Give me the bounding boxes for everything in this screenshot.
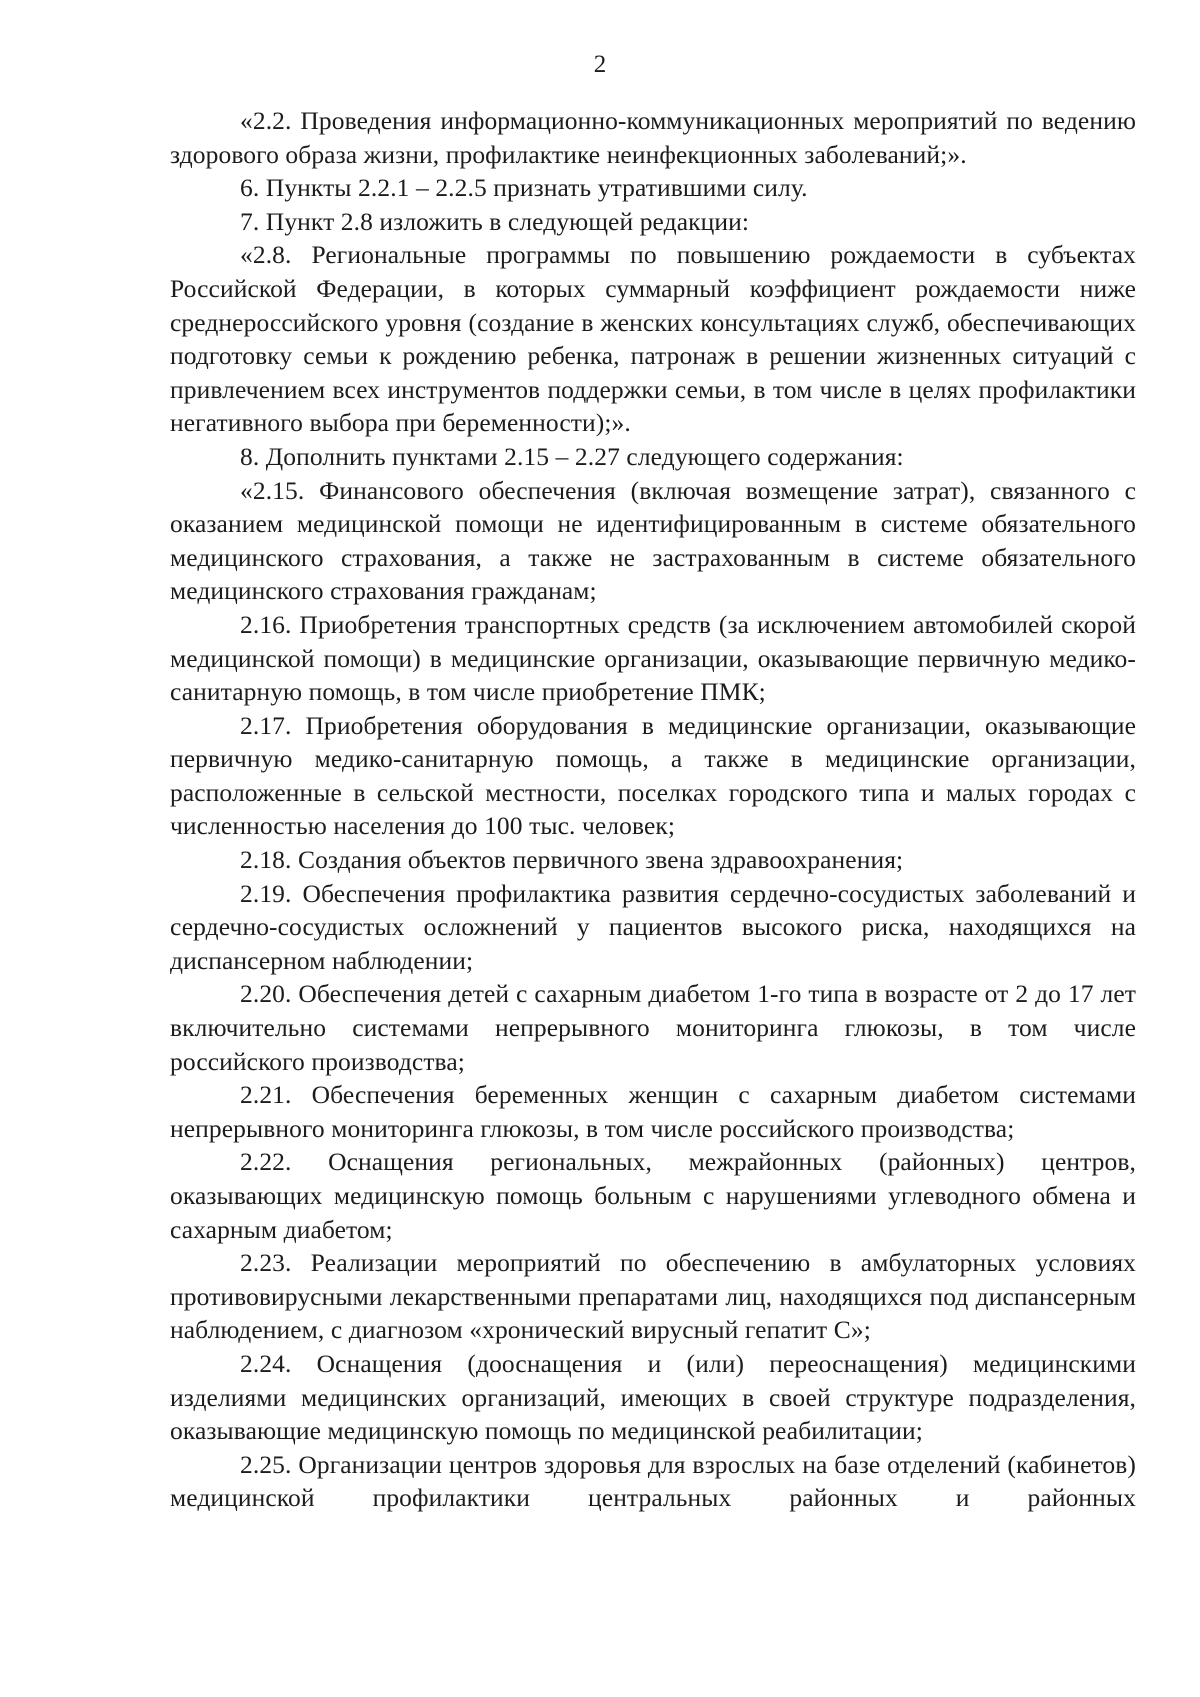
paragraph-2-16: 2.16. Приобретения транспортных средств (за исключением автомобилей скорой медицинской помощи) в медицинские организации, оказывающие первичную медико-санитарную помощь, в том числе приобретение ПМК; bbox=[170, 609, 1136, 707]
paragraph-item-8: 8. Дополнить пунктами 2.15 – 2.27 следующего содержания: bbox=[240, 441, 904, 471]
paragraph-2-17: 2.17. Приобретения оборудования в медицинские организации, оказывающие первичную медико-санитарную помощь, а также в медицинские организации, расположенные в сельской местности, поселках городского типа и малых городах с численностью населения до 100 тыс. человек; bbox=[170, 710, 1136, 841]
paragraph-2-19: 2.19. Обеспечения профилактика развития сердечно-сосудистых заболеваний и сердечно-сосудистых осложнений у пациентов высокого риска, находящихся на диспансерном наблюдении; bbox=[170, 878, 1136, 975]
paragraph-2-15: «2.15. Финансового обеспечения (включая возмещение затрат), связанного с оказанием медицинской помощи не идентифицированным в системе обязательного медицинского страхования, а также не застрахованным в системе обязательного медицинского страхования гражданам; bbox=[170, 475, 1136, 606]
paragraph-2-21: 2.21. Обеспечения беременных женщин с сахарным диабетом системами непрерывного мониторинга глюкозы, в том числе российского производства; bbox=[170, 1080, 1136, 1143]
paragraph-2-24: 2.24. Оснащения (дооснащения и (или) переоснащения) медицинскими изделиями медицинских организаций, имеющих в своей структуре подразделения, оказывающие медицинскую помощь по медицинской реабилитации; bbox=[170, 1348, 1136, 1446]
document-body bbox=[170, 104, 1136, 1515]
paragraph-2-22: 2.22. Оснащения региональных, межрайонных (районных) центров, оказывающих медицинскую помощь больным с нарушениями углеводного обмена и сахарным диабетом; bbox=[170, 1147, 1136, 1244]
paragraph-2-20: 2.20. Обеспечения детей с сахарным диабетом 1-го типа в возрасте от 2 до 17 лет включительно системами непрерывного мониторинга глюкозы, в том числе российского производства; bbox=[170, 979, 1136, 1076]
paragraph-2-25: 2.25. Организации центров здоровья для взрослых на базе отделений (кабинетов) медицинской профилактики центральных районных и районных bbox=[170, 1449, 1136, 1513]
page-number: 2 bbox=[593, 51, 607, 78]
paragraph-2-18: 2.18. Создания объектов первичного звена здравоохранения; bbox=[240, 845, 904, 875]
paragraph-2-2: «2.2. Проведения информационно-коммуникационных мероприятий по ведению здорового образа жизни, профилактике неинфекционных заболеваний;». bbox=[170, 106, 1136, 169]
paragraph-item-7: 7. Пункт 2.8 изложить в следующей редакции: bbox=[240, 206, 750, 236]
paragraph-item-6: 6. Пункты 2.2.1 – 2.2.5 признать утратившими силу. bbox=[240, 173, 808, 203]
paragraph-2-23: 2.23. Реализации мероприятий по обеспечению в амбулаторных условиях противовирусными лекарственными препаратами лиц, находящихся под диспансерным наблюдением, с диагнозом «хронический вирусный гепатит С»; bbox=[170, 1248, 1136, 1345]
paragraph-2-8: «2.8. Региональные программы по повышению рождаемости в субъектах Российской Федерации, в которых суммарный коэффициент рождаемости ниже среднероссийского уровня (создание в женских консультациях служб, обеспечивающих подготовку семьи к рождению ребенка, патронаж в решении жизненных ситуаций с привлечением всех инструментов поддержки семьи, в том числе в целях профилактики негативного выбора при беременности);». bbox=[170, 240, 1136, 438]
